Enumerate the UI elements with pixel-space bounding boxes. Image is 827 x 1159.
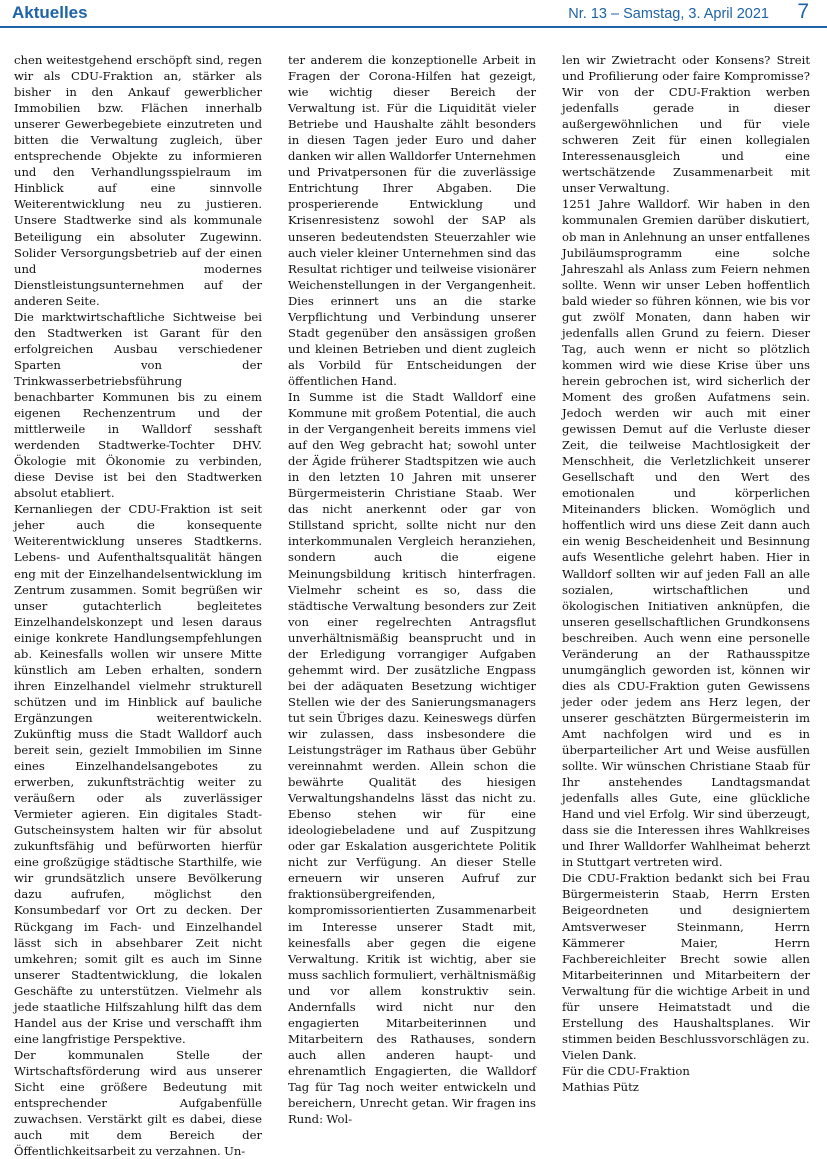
closing-line: Vielen Dank.: [562, 1047, 637, 1062]
paragraph: chen weitestgehend erschöpft sind, regen wir als CDU-Fraktion an, stärker als bisher in den Ankauf gewerblicher Immobilien bzw. Flächen innerhalb unserer Gewerbegebiete einzutreten und bitten die Verwaltung zugleich, über entsprechende Objekte zu informieren und den Verhandlungsspielraum im Hinblick auf eine sinnvolle Weiterentwicklung neu zu justieren. Unsere Stadtwerke sind als kommunale Beteiligung ein absoluter Zugewinn. Solider Versorgungsbetrieb auf der einen und modernes Dienstleistungsunternehmen auf der anderen Seite.: [14, 53, 262, 308]
signature-org: Für die CDU-Fraktion: [562, 1063, 690, 1078]
paragraph: ter anderem die konzeptionelle Arbeit in Fragen der Corona-Hilfen hat gezeigt, wie wichtig dieser Bereich der Verwaltung ist. Für die Liquidität vieler Betriebe und Haushalte zählt besonders in diesen Tagen jeder Euro und daher danken wir allen Walldorfer Unternehmen und Privatpersonen für die zuverlässige Entrichtung Ihrer Abgaben. Die prosperierende Entwicklung und Krisenresistenz sowohl der SAP als unseren bedeutendsten Steuerzahler wie auch vieler kleiner Unternehmen sind das Resultat richtiger und teilweise visionärer Weichenstellungen in der Vergangenheit. Dies erinnert uns an die starke Verpflichtung und Verbindung unserer Stadt gegenüber den ansässigen großen und kleinen Betrieben und dient zugleich als Vorbild für Entscheidungen der öffentlichen Hand.: [288, 53, 536, 388]
page-header: [0, 0, 827, 32]
paragraph: Die marktwirtschaftliche Sichtweise bei den Stadtwerken ist Garant für den erfolgreichen Ausbau verschiedener Sparten von der Trinkwasserbetriebsführung benachbarter Kommunen bis zu einem eigenen Rechenzentrum und der mittlerweile in Walldorf sesshaft werdenden Stadtwerke-Tochter DHV. Ökologie mit Ökonomie zu verbinden, diese Devise ist bei den Stadtwerken absolut etabliert.: [14, 309, 262, 501]
paragraph: len wir Zwietracht oder Konsens? Streit und Profilierung oder faire Kompromisse? Wir von der CDU-Fraktion werben jedenfalls gerade in dieser außergewöhnlichen und für viele schweren Zeit für einen kollegialen Interessenausgleich und eine wertschätzende Zusammenarbeit mit unser Verwaltung.: [562, 53, 810, 196]
paragraph: 1251 Jahre Walldorf. Wir haben in den kommunalen Gremien darüber diskutiert, ob man in Anlehnung an unser entfallenes Jubiläumsprogramm eine solche Jahreszahl als Anlass zum Feiern nehmen sollte. Wenn wir unser Leben hoffentlich bald wieder so führen können, wie bis vor gut zwölf Monaten, dann haben wir jedenfalls allen Grund zu feiern. Dieser Tag, auch wenn er nicht so plötzlich kommen wird wie diese Krise über uns herein gebrochen ist, wird sicherlich der Moment des großen Aufatmens sein. Jedoch werden wir auch mit einer gewissen Demut auf die Verluste dieser Zeit, die teilweise Machtlosigkeit der Menschheit, die Verletzlichkeit unserer Gesellschaft und den Wert des emotionalen und körperlichen Miteinanders blicken. Womöglich und hoffentlich wird uns diese Zeit dann auch ein wenig Bescheidenheit und Besinnung aufs Wesentliche gelehrt haben. Hier in Walldorf sollten wir auf jeden Fall an alle sozialen, wirtschaftlichen und ökologischen Initiativen anknüpfen, die unseren gesellschaftlichen Grundkonsens beschreiben. Auch wenn eine personelle Veränderung an der Rathausspitze unumgänglich geworden ist, können wir dies als CDU-Fraktion guten Gewissens jeder oder jedem ans Herz legen, der unserer geschätzten Bürgermeisterin im Amt nachfolgen wird und es in überparteilicher Art und Weise ausfüllen sollte. Wir wünschen Christiane Staab für Ihr anstehendes Landtagsmandat jedenfalls alles Gute, eine glückliche Hand und viel Erfolg. Wir sind überzeugt, dass sie die Interessen ihres Wahlkreises und Ihrer Walldorfer Wahlheimat beherzt in Stuttgart vertreten wird.: [562, 197, 810, 870]
header-rule: [0, 26, 827, 28]
article-body: [14, 52, 810, 1159]
paragraph: Kernanliegen der CDU-Fraktion ist seit jeher auch die konsequente Weiterentwicklung unseres Stadtkerns. Lebens- und Aufenthaltsqualität hängen eng mit der Einzelhandelsentwicklung im Zentrum zusammen. Somit begrüßen wir unser gutachterlich begleitetes Einzelhandelskonzept und lesen daraus einige konkrete Handlungsempfehlungen ab. Keinesfalls wollen wir unsere Mitte künstlich am Leben erhalten, sondern ihren Einzelhandel vielmehr strukturell schützen und im Hinblick auf bauliche Ergänzungen weiterentwickeln. Zukünftig muss die Stadt Walldorf auch bereit sein, gezielt Immobilien im Sinne eines Einzelhandelsangebotes zu erwerben, zukunftsträchtig weiter zu veräußern oder als zuverlässiger Vermieter agieren. Ein digitales Stadt-Gutscheinsystem halten wir für absolut zukunftsfähig und befürworten hierfür eine großzügige städtische Starthilfe, wie wir grundsätzlich unsere Bevölkerung dazu aufrufen, möglichst den Konsumbedarf vor Ort zu decken. Der Rückgang im Fach- und Einzelhandel lässt sich in absehbarer Zeit nicht umkehren; somit gilt es auch im Sinne unserer Stadtentwicklung, die lokalen Geschäfte zu unterstützen. Vielmehr als jede staatliche Hilfszahlung hilft das dem Handel aus der Krise und verschafft ihm eine langfristige Perspektive.: [14, 502, 262, 1046]
paragraph: In Summe ist die Stadt Walldorf eine Kommune mit großem Potential, die auch in der Vergangenheit bereits immens viel auf den Weg gebracht hat; sowohl unter der Ägide früherer Stadtspitzen wie auch in den letzten 10 Jahren mit unserer Bürgermeisterin Christiane Staab. Wer das nicht anerkennt oder gar von Stillstand spricht, sollte nicht nur den interkommunalen Vergleich heranziehen, sondern auch die eigene Meinungsbildung kritisch hinterfragen. Vielmehr scheint es so, dass die städtische Verwaltung besonders zur Zeit von einer regelrechten Antragsflut unverhältnismäßig beansprucht und in der Erledigung vorrangiger Aufgaben gehemmt wird. Der zusätzliche Engpass bei der adäquaten Besetzung wichtiger Stellen wie der des Sanierungsmanagers tut sein Übriges dazu. Keineswegs dürfen wir zulassen, dass insbesondere die Leistungsträger im Rathaus über Gebühr vereinnahmt werden. Allein schon die bewährte Qualität des hiesigen Verwaltungshandelns lässt das nicht zu. Ebenso stehen wir für eine ideologiebeladene und auf Zuspitzung oder gar Eskalation ausgerichtete Politik nicht zur Verfügung. An dieser Stelle erneuern wir unseren Aufruf zur fraktionsübergreifenden, kompromissorientierten Zusammenarbeit im Interesse unserer Stadt mit, keinesfalls aber gegen die eigene Verwaltung. Kritik ist wichtig, aber sie muss sachlich formuliert, verhältnismäßig und vor allem konstruktiv sein. Andernfalls wird nicht nur den engagierten Mitarbeiterinnen und Mitarbeitern des Rathauses, sondern auch allen anderen haupt- und ehrenamtlich Engagierten, die Walldorf Tag für Tag noch weiter entwickeln und bereichern, Unrecht getan. Wir fragen ins Rund: Wol-: [288, 389, 536, 1127]
paragraph: Der kommunalen Stelle der Wirtschaftsförderung wird aus unserer Sicht eine größere Bedeutung mit entsprechender Aufgabenfülle zuwachsen. Verstärkt gilt es dabei, diese auch mit dem Bereich der Öffentlichkeitsarbeit zu verzahnen. Un-: [14, 1047, 262, 1159]
column-3: [562, 52, 810, 1100]
paragraph: Die CDU-Fraktion bedankt sich bei Frau Bürgermeisterin Staab, Herrn Ersten Beigeordneten und designiertem Amtsverweser Steinmann, Herrn Kämmerer Maier, Herrn Fachbereichleiter Brecht sowie allen Mitarbeiterinnen und Mitarbeitern der Verwaltung für die wichtige Arbeit in und für unsere Heimatstadt und die Erstellung des Haushaltsplanes. Wir stimmen beiden Beschlussvorschlägen zu.: [562, 871, 810, 1046]
section-title: Aktuelles: [12, 3, 88, 22]
column-1: [14, 52, 262, 1159]
issue-info: Nr. 13 – Samstag, 3. April 2021: [568, 6, 769, 22]
column-2: [288, 52, 536, 1127]
signature-name: Mathias Pütz: [562, 1080, 639, 1094]
page-number: 7: [797, 0, 809, 23]
